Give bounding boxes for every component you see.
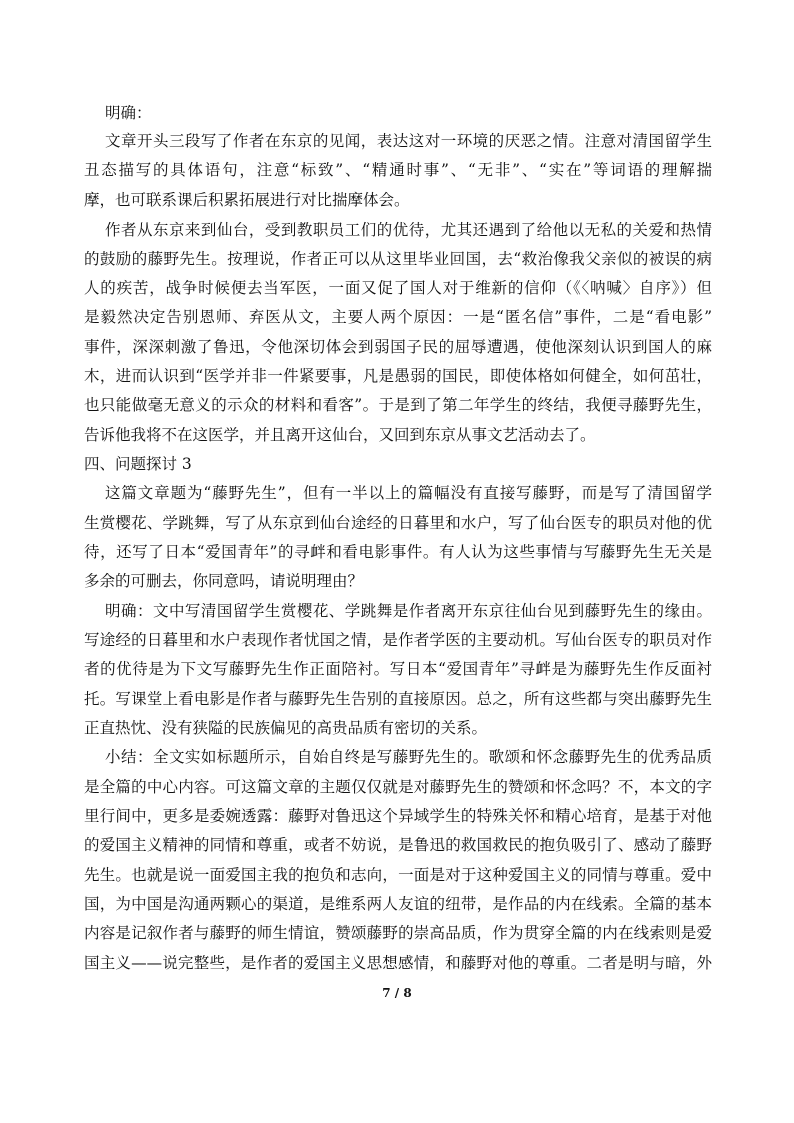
paragraph-line: 待，还写了日本“爱国青年”的寻衅和看电影事件。有人认为这些事情与写藤野先生无关是 bbox=[84, 543, 712, 561]
paragraph-line: 国主义——说完整些，是作者的爱国主义思想感情，和藤野对他的尊重。二者是明与暗，外 bbox=[84, 954, 712, 972]
paragraph-line: 正直热忱、没有狭隘的民族偏见的高贵品质有密切的关系。 bbox=[84, 719, 488, 737]
paragraph-line: 是毅然决定告别恩师、弃医从文，主要人两个原因：一是“匿名信”事件，二是“看电影” bbox=[84, 308, 712, 326]
paragraph-line: 里行间中，更多是委婉透露：藤野对鲁迅这个异域学生的特殊关怀和精心培育，是基于对他 bbox=[84, 807, 712, 825]
paragraph-line: 摩，也可联系课后积累拓展进行对比揣摩体会。 bbox=[84, 191, 410, 209]
paragraph-line: 托。写课堂上看电影是作者与藤野先生告别的直接原因。总之，所有这些都与突出藤野先生 bbox=[84, 690, 712, 708]
paragraph-line: 小结：全文实如标题所示，自始自终是写藤野先生的。歌颂和怀念藤野先生的优秀品质 bbox=[105, 748, 712, 766]
paragraph-line: 国，为中国是沟通两颗心的渠道，是维系两人友谊的纽带，是作品的内在线索。全篇的基本 bbox=[84, 895, 712, 913]
paragraph-line: 是全篇的中心内容。可这篇文章的主题仅仅就是对藤野先生的赞颂和怀念吗？不，本文的字 bbox=[84, 778, 712, 796]
paragraph-line: 丑态描写的具体语句，注意“标致”、“精通时事”、“无非”、“实在”等词语的理解揣 bbox=[84, 161, 712, 179]
paragraph-line: 也只能做毫无意义的示众的材料和看客”。于是到了第二年学生的终结，我便寻藤野先生， bbox=[84, 396, 712, 414]
paragraph-line: 作者从东京来到仙台，受到教职员工们的优待，尤其还遇到了给他以无私的关爱和热情 bbox=[105, 221, 712, 239]
paragraph-line: 明确：文中写清国留学生赏樱花、学跳舞是作者离开东京往仙台见到藤野先生的缘由。 bbox=[105, 602, 712, 620]
page-number: 7 / 8 bbox=[382, 986, 412, 1000]
paragraph-line: 内容是记叙作者与藤野的师生情谊，赞颂藤野的崇高品质，作为贯穿全篇的内在线索则是爱 bbox=[84, 924, 712, 942]
paragraph-line: 先生。也就是说一面爱国主我的抱负和志向，一面是对于这种爱国主义的同情与尊重。爱中 bbox=[84, 866, 712, 884]
paragraph-line: 人的疾苦，战争时候便去当军医，一面又促了国人对于维新的信仰（《〈呐喊〉自序》）但 bbox=[84, 279, 712, 297]
paragraph-line: 事件，深深刺激了鲁迅，令他深切体会到弱国子民的屈辱遭遇，使他深刻认识到国人的麻 bbox=[84, 338, 712, 356]
paragraph-line: 明确： bbox=[105, 104, 152, 122]
paragraph-line: 告诉他我将不在这医学，并且离开这仙台，又回到东京从事文艺活动去了。 bbox=[84, 426, 596, 444]
section-heading: 四、问题探讨 3 bbox=[84, 455, 192, 473]
paragraph-line: 这篇文章题为“藤野先生”，但有一半以上的篇幅没有直接写藤野，而是写了清国留学 bbox=[105, 484, 712, 502]
paragraph-line: 生赏樱花、学跳舞，写了从东京到仙台途经的日暮里和水户，写了仙台医专的职员对他的优 bbox=[84, 514, 712, 532]
paragraph-line: 的鼓励的藤野先生。按理说，作者正可以从这里毕业回国，去“救治像我父亲似的被误的病 bbox=[84, 250, 712, 268]
paragraph-line: 多余的可删去，你同意吗，请说明理由？ bbox=[84, 572, 364, 590]
paragraph-line: 者的优待是为下文写藤野先生作正面陪衬。写日本“爱国青年”寻衅是为藤野先生作反面衬 bbox=[84, 660, 712, 678]
paragraph-line: 的爱国主义精神的同情和尊重，或者不妨说，是鲁迅的救国救民的抱负吸引了、感动了藤野 bbox=[84, 836, 712, 854]
paragraph-line: 写途经的日暮里和水户表现作者忧国之情，是作者学医的主要动机。写仙台医专的职员对作 bbox=[84, 631, 712, 649]
paragraph-line: 文章开头三段写了作者在东京的见闻，表达这对一环境的厌恶之情。注意对清国留学生 bbox=[105, 132, 712, 150]
paragraph-line: 木，进而认识到“医学并非一件紧要事，凡是愚弱的国民，即使体格如何健全，如何茁壮， bbox=[84, 367, 712, 385]
